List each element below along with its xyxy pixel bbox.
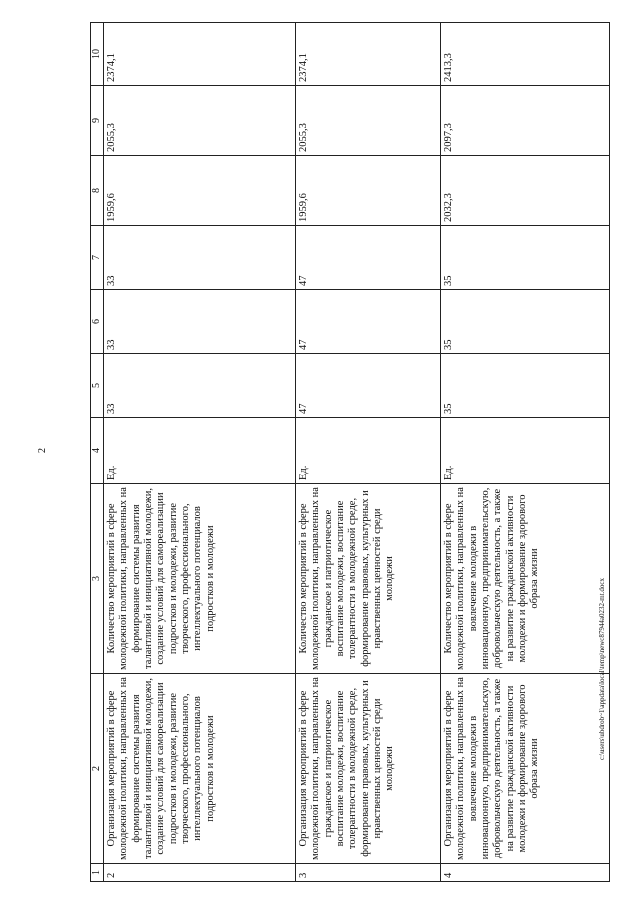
header-cell: 4 xyxy=(91,418,104,484)
value-cell: 2032,3 xyxy=(440,156,609,226)
value-cell: 35 xyxy=(440,354,609,418)
data-table xyxy=(90,22,610,882)
table-row xyxy=(440,23,609,882)
value-cell: 2055,3 xyxy=(103,86,295,156)
header-cell: 2 xyxy=(91,674,104,864)
value-cell: 2413,3 xyxy=(440,23,609,86)
header-cell: 6 xyxy=(91,290,104,354)
activity-cell: Организация мероприятий в сфере молодежной политики, направленных на формирование системы развития талантливой и инициативной молодежи, создание условий для самореализации подростков и молодежи, развитие творческого, профессионального, интеллектуального потенциалов подростков и молодежи xyxy=(103,674,295,864)
row-number: 2 xyxy=(103,864,295,882)
row-number: 3 xyxy=(295,864,440,882)
activity-cell: Организация мероприятий в сфере молодежной политики, направленных на гражданское и патриотическое воспитание молодежи, воспитание толерантности в молодежной среде, формирование правовых, культурных и нравственных ценностей среди молодежи xyxy=(295,674,440,864)
header-cell: 10 xyxy=(91,23,104,86)
value-cell: 35 xyxy=(440,290,609,354)
value-cell: 2374,1 xyxy=(295,23,440,86)
page-number: 2 xyxy=(37,448,48,453)
row-number: 4 xyxy=(440,864,609,882)
value-cell: 35 xyxy=(440,226,609,290)
indicator-cell: Количество мероприятий в сфере молодежной политики, направленных на вовлечение молодежи в инновационную, предпринимательскую, добровольческую деятельность, а также на развитие гражданской активности молодежи и формирование здорового образа жизни xyxy=(440,484,609,674)
unit-cell: Ед. xyxy=(103,418,295,484)
table-row xyxy=(103,23,295,882)
footer-file-path: c:\users\ubdrob~1\appdata\local\temp\newc87944a0232-mt.docx xyxy=(598,577,606,760)
header-cell: 7 xyxy=(91,226,104,290)
unit-cell: Ед. xyxy=(295,418,440,484)
indicator-cell: Количество мероприятий в сфере молодежной политики, направленных на гражданское и патриотическое воспитание молодежи, воспитание толерантности в молодежной среде, формирование правовых, культурных и нравственных ценностей среди молодежи xyxy=(295,484,440,674)
value-cell: 1959,6 xyxy=(295,156,440,226)
value-cell: 2374,1 xyxy=(103,23,295,86)
header-cell: 3 xyxy=(91,484,104,674)
value-cell: 47 xyxy=(295,290,440,354)
value-cell: 47 xyxy=(295,354,440,418)
table-row xyxy=(295,23,440,882)
value-cell: 2055,3 xyxy=(295,86,440,156)
value-cell: 1959,6 xyxy=(103,156,295,226)
header-cell: 1 xyxy=(91,864,104,882)
value-cell: 47 xyxy=(295,226,440,290)
header-cell: 8 xyxy=(91,156,104,226)
header-cell: 9 xyxy=(91,86,104,156)
value-cell: 33 xyxy=(103,290,295,354)
activity-cell: Организация мероприятий в сфере молодежной политики, направленных на вовлечение молодежи в инновационную, предпринимательскую, добровольческую деятельность, а также на развитие гражданской активности молодежи и формирование здорового образа жизни xyxy=(440,674,609,864)
value-cell: 2097,3 xyxy=(440,86,609,156)
indicator-cell: Количество мероприятий в сфере молодежной политики, направленных на формирование системы развития талантливой и инициативной молодежи, создание условий для самореализации подростков и молодежи, развитие творческого, профессионального, интеллектуального потенциалов подростков и молодежи xyxy=(103,484,295,674)
unit-cell: Ед. xyxy=(440,418,609,484)
rotated-table-wrapper xyxy=(90,22,610,882)
value-cell: 33 xyxy=(103,226,295,290)
header-cell: 5 xyxy=(91,354,104,418)
value-cell: 33 xyxy=(103,354,295,418)
table-header xyxy=(91,23,104,882)
